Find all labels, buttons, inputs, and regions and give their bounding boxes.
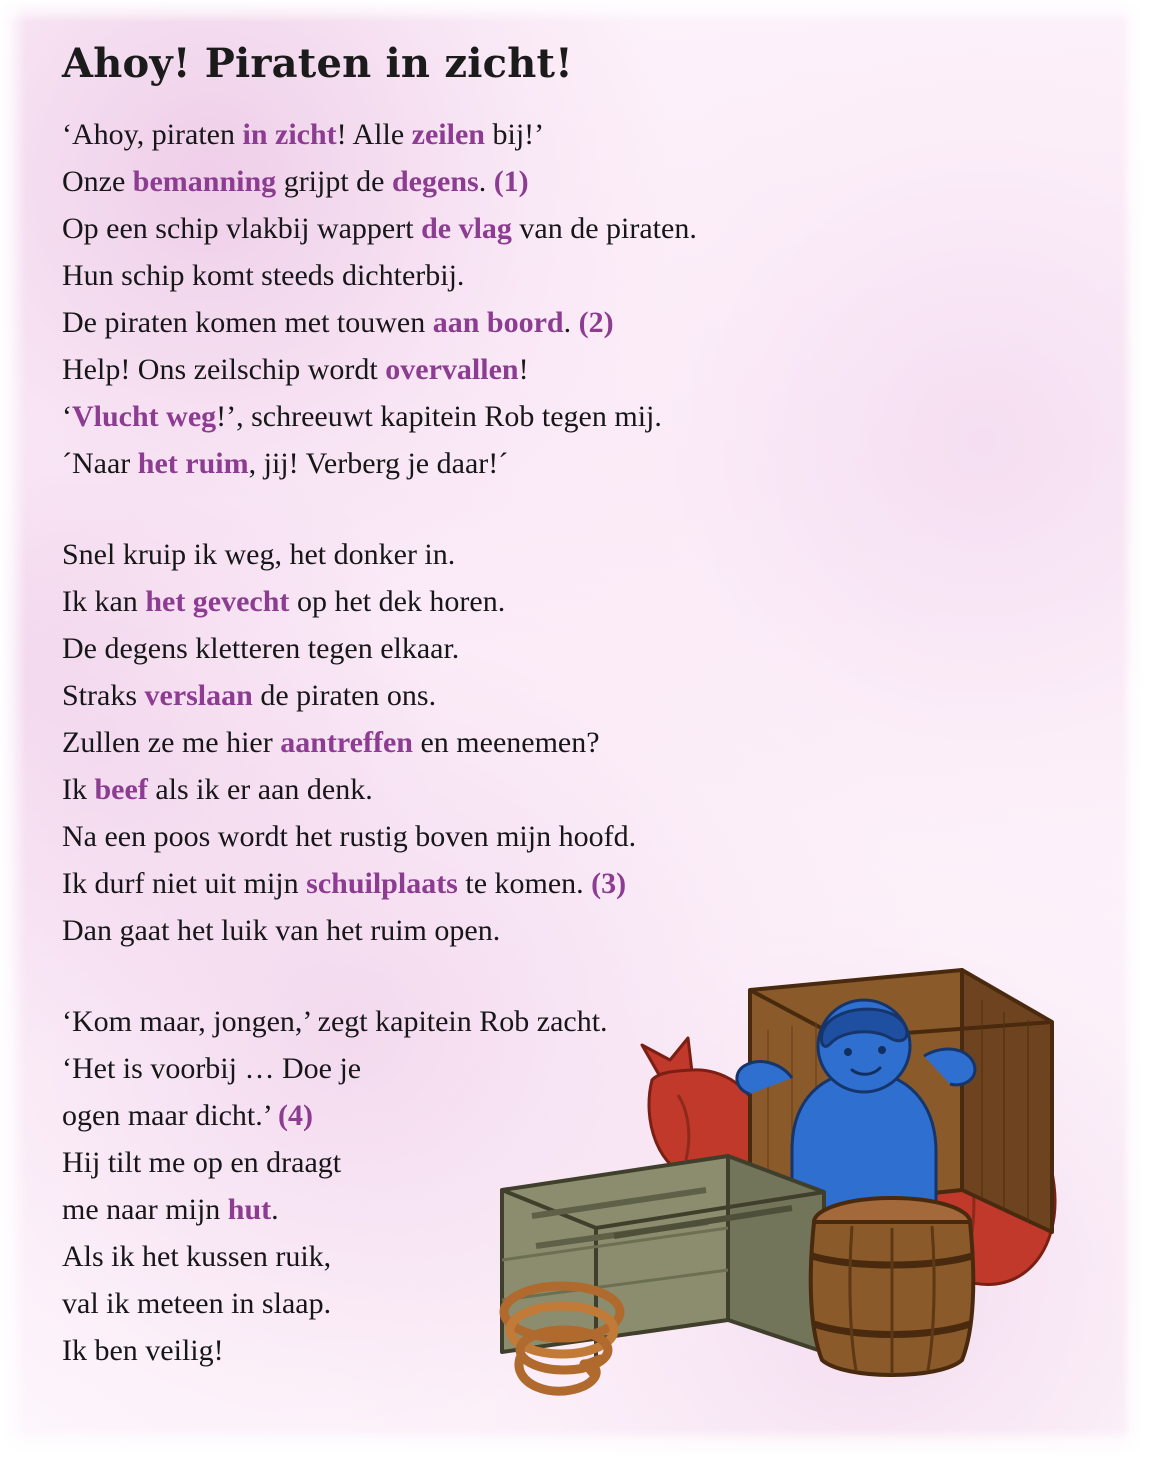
- text-run: Hij tilt me op en draagt: [62, 1146, 342, 1179]
- keyword: Vlucht weg: [72, 400, 217, 433]
- keyword: schuilplaats: [306, 867, 458, 900]
- poem-line: [62, 252, 1062, 299]
- keyword: aan boord: [432, 306, 564, 339]
- keyword: het gevecht: [145, 585, 290, 618]
- poem-line: [62, 625, 1062, 672]
- text-run: en meenemen?: [412, 726, 600, 759]
- text-run: .: [478, 165, 494, 198]
- question-marker: (3): [591, 867, 627, 900]
- text-run: Ik: [62, 773, 95, 806]
- text-run: De piraten komen met touwen: [62, 306, 433, 339]
- poem-line: [62, 111, 1062, 158]
- text-run: Onze: [62, 165, 133, 198]
- text-run: ‘Kom maar, jongen,’ zegt kapitein Rob zacht.: [62, 1005, 608, 1038]
- text-run: Straks: [62, 679, 145, 712]
- poem-line: [62, 299, 1062, 346]
- scan-edge-right: [1122, 0, 1156, 1469]
- text-run: Dan gaat het luik van het ruim open.: [62, 914, 501, 947]
- text-run: ‘Het is voorbij … Doe je: [62, 1052, 362, 1085]
- poem-line: [62, 813, 1062, 860]
- text-run: van de piraten.: [511, 212, 697, 245]
- keyword: hut: [227, 1193, 272, 1226]
- text-run: Ik ben veilig!: [62, 1334, 224, 1367]
- poem-line: [62, 672, 1062, 719]
- text-run: Zullen ze me hier: [62, 726, 281, 759]
- scan-edge-top: [0, 0, 1156, 22]
- text-run: ´Naar: [62, 447, 138, 480]
- text-run: val ik meteen in slaap.: [62, 1287, 332, 1320]
- keyword: zeilen: [411, 118, 485, 151]
- keyword: de vlag: [421, 212, 512, 245]
- keyword: aantreffen: [280, 726, 413, 759]
- poem-line: [62, 860, 1062, 907]
- text-run: me naar mijn: [62, 1193, 228, 1226]
- keyword: verslaan: [144, 679, 253, 712]
- keyword: overvallen: [385, 353, 519, 386]
- text-run: Ik durf niet uit mijn: [62, 867, 307, 900]
- text-run: bij!’: [484, 118, 545, 151]
- text-run: te komen.: [457, 867, 592, 900]
- text-run: De degens kletteren tegen elkaar.: [62, 632, 460, 665]
- text-run: grijpt de: [276, 165, 392, 198]
- keyword: beef: [94, 773, 148, 806]
- text-run: !: [518, 353, 529, 386]
- question-marker: (2): [578, 306, 614, 339]
- poem-line: [62, 907, 1062, 954]
- scan-edge-bottom: [0, 1429, 1156, 1469]
- stanza-1: [62, 111, 1062, 487]
- text-run: op het dek horen.: [289, 585, 506, 618]
- poem-line: [62, 719, 1062, 766]
- text-run: Als ik het kussen ruik,: [62, 1240, 332, 1273]
- text-run: Op een schip vlakbij wappert: [62, 212, 422, 245]
- text-run: Help! Ons zeilschip wordt: [62, 353, 386, 386]
- keyword: bemanning: [132, 165, 277, 198]
- text-run: , jij! Verberg je daar!´: [248, 447, 509, 480]
- text-run: ‘: [62, 400, 72, 433]
- text-run: ‘Ahoy, piraten: [62, 118, 243, 151]
- pirate-hold-illustration: [492, 960, 1092, 1400]
- question-marker: (1): [493, 165, 529, 198]
- poem-line: [62, 766, 1062, 813]
- text-run: .: [271, 1193, 279, 1226]
- text-run: ogen maar dicht.’: [62, 1099, 279, 1132]
- text-run: de piraten ons.: [252, 679, 437, 712]
- text-run: Na een poos wordt het rustig boven mijn hoofd.: [62, 820, 637, 853]
- text-run: Snel kruip ik weg, het donker in.: [62, 538, 456, 571]
- poem-line: [62, 578, 1062, 625]
- text-run: .: [563, 306, 579, 339]
- wooden-barrel: [811, 1198, 974, 1375]
- text-run: Hun schip komt steeds dichterbij.: [62, 259, 465, 292]
- poem-line: [62, 346, 1062, 393]
- poem-line: [62, 205, 1062, 252]
- question-marker: (4): [278, 1099, 314, 1132]
- poem-line: [62, 531, 1062, 578]
- poem-line: [62, 158, 1062, 205]
- text-run: !’, schreeuwt kapitein Rob tegen mij.: [216, 400, 662, 433]
- keyword: in zicht: [242, 118, 337, 151]
- stanza-2: [62, 531, 1062, 954]
- keyword: degens: [392, 165, 479, 198]
- text-run: ! Alle: [336, 118, 412, 151]
- text-run: Ik kan: [62, 585, 146, 618]
- poem-line: [62, 440, 1062, 487]
- wooden-chest-front: [502, 1156, 824, 1380]
- text-run: als ik er aan denk.: [147, 773, 373, 806]
- page-title: Ahoy! Piraten in zicht!: [62, 40, 573, 87]
- scan-edge-left: [0, 0, 26, 1469]
- keyword: het ruim: [137, 447, 249, 480]
- poem-line: [62, 393, 1062, 440]
